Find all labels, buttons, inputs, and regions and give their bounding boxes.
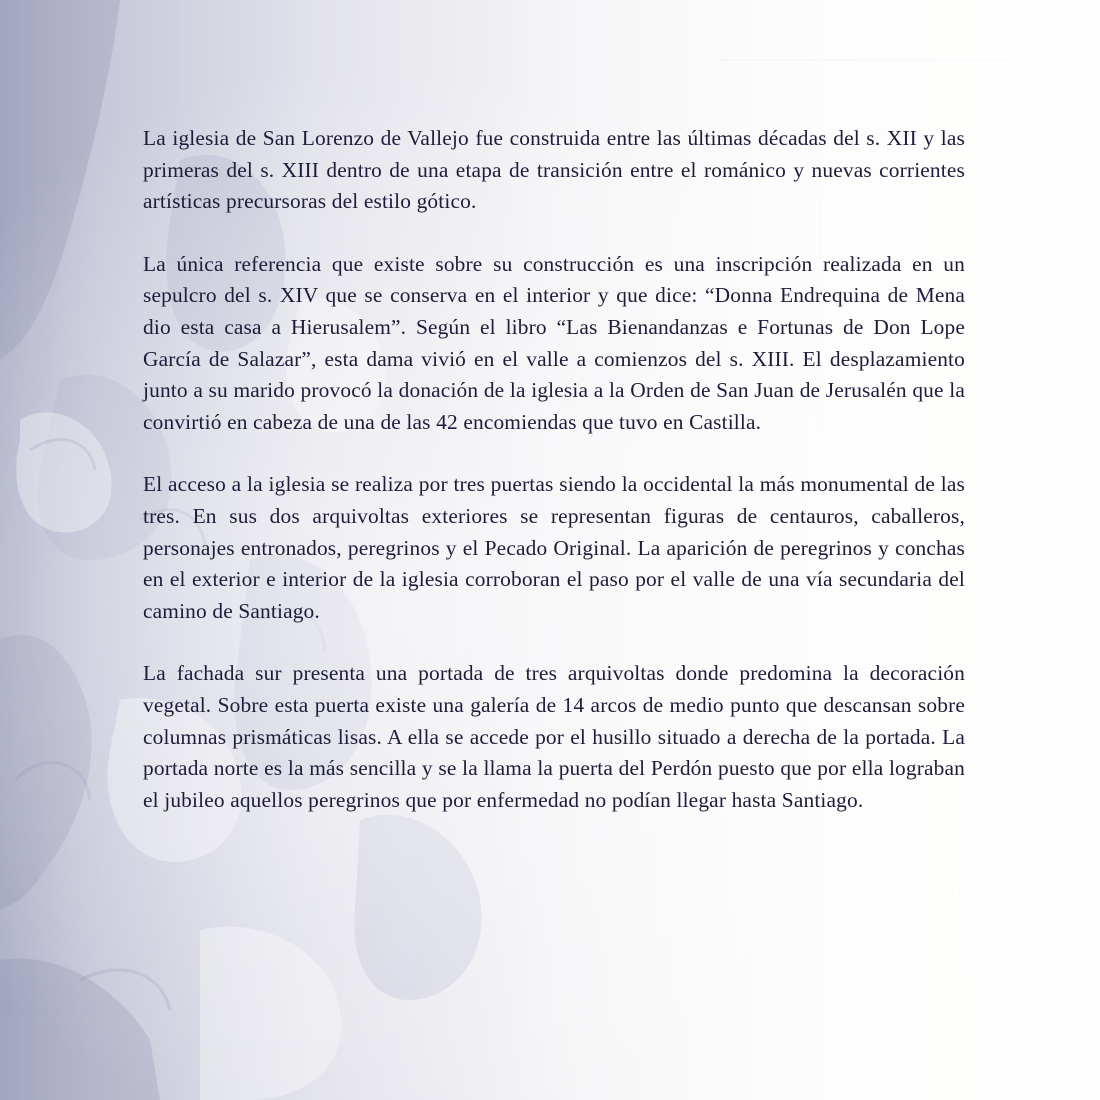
paragraph-west-portal: El acceso a la iglesia se realiza por tres puertas siendo la occidental la más monumental de las tres. En sus dos arquivoltas exteriores se representan figuras de centauros, caballeros, personajes entronados, peregrinos y el Pecado Original. La aparición de peregrinos y conchas en el exterior e interior de la iglesia corroboran el paso por el valle de una vía secundaria del camino de Santiago. xyxy=(143,472,965,623)
paragraph-inscription: La única referencia que existe sobre su construcción es una inscripción realizada en un sepulcro del s. XIV que se conserva en el interior y que dice: “Donna Endrequina de Mena dio esta casa a Hierusalem”. Según el libro “Las Bienandanzas e Fortunas de Don Lope García de Salazar”, esta dama vivió en el valle a comienzos del s. XIII. El desplazamiento junto a su marido provocó la donación de la iglesia a la Orden de San Juan de Jerusalén que la convirtió en cabeza de una de las 42 encomiendas que tuvo en Castilla. xyxy=(143,251,965,434)
body-text xyxy=(143,123,965,816)
paragraph-south-facade: La fachada sur presenta una portada de tres arquivoltas donde predomina la decoración vegetal. Sobre esta puerta existe una galería de 14 arcos de medio punto que descansan sobre columnas prismáticas lisas. A ella se accede por el husillo situado a derecha de la portada. La portada norte es la más sencilla y se la llama la puerta del Perdón puesto que por ella lograban el jubileo aquellos peregrinos que por enfermedad no podían llegar hasta Santiago. xyxy=(143,661,965,812)
paragraph-construction: La iglesia de San Lorenzo de Vallejo fue construida entre las últimas décadas del s. XII y las primeras del s. XIII dentro de una etapa de transición entre el románico y nuevas corrientes artísticas precursoras del estilo gótico. xyxy=(143,126,965,214)
